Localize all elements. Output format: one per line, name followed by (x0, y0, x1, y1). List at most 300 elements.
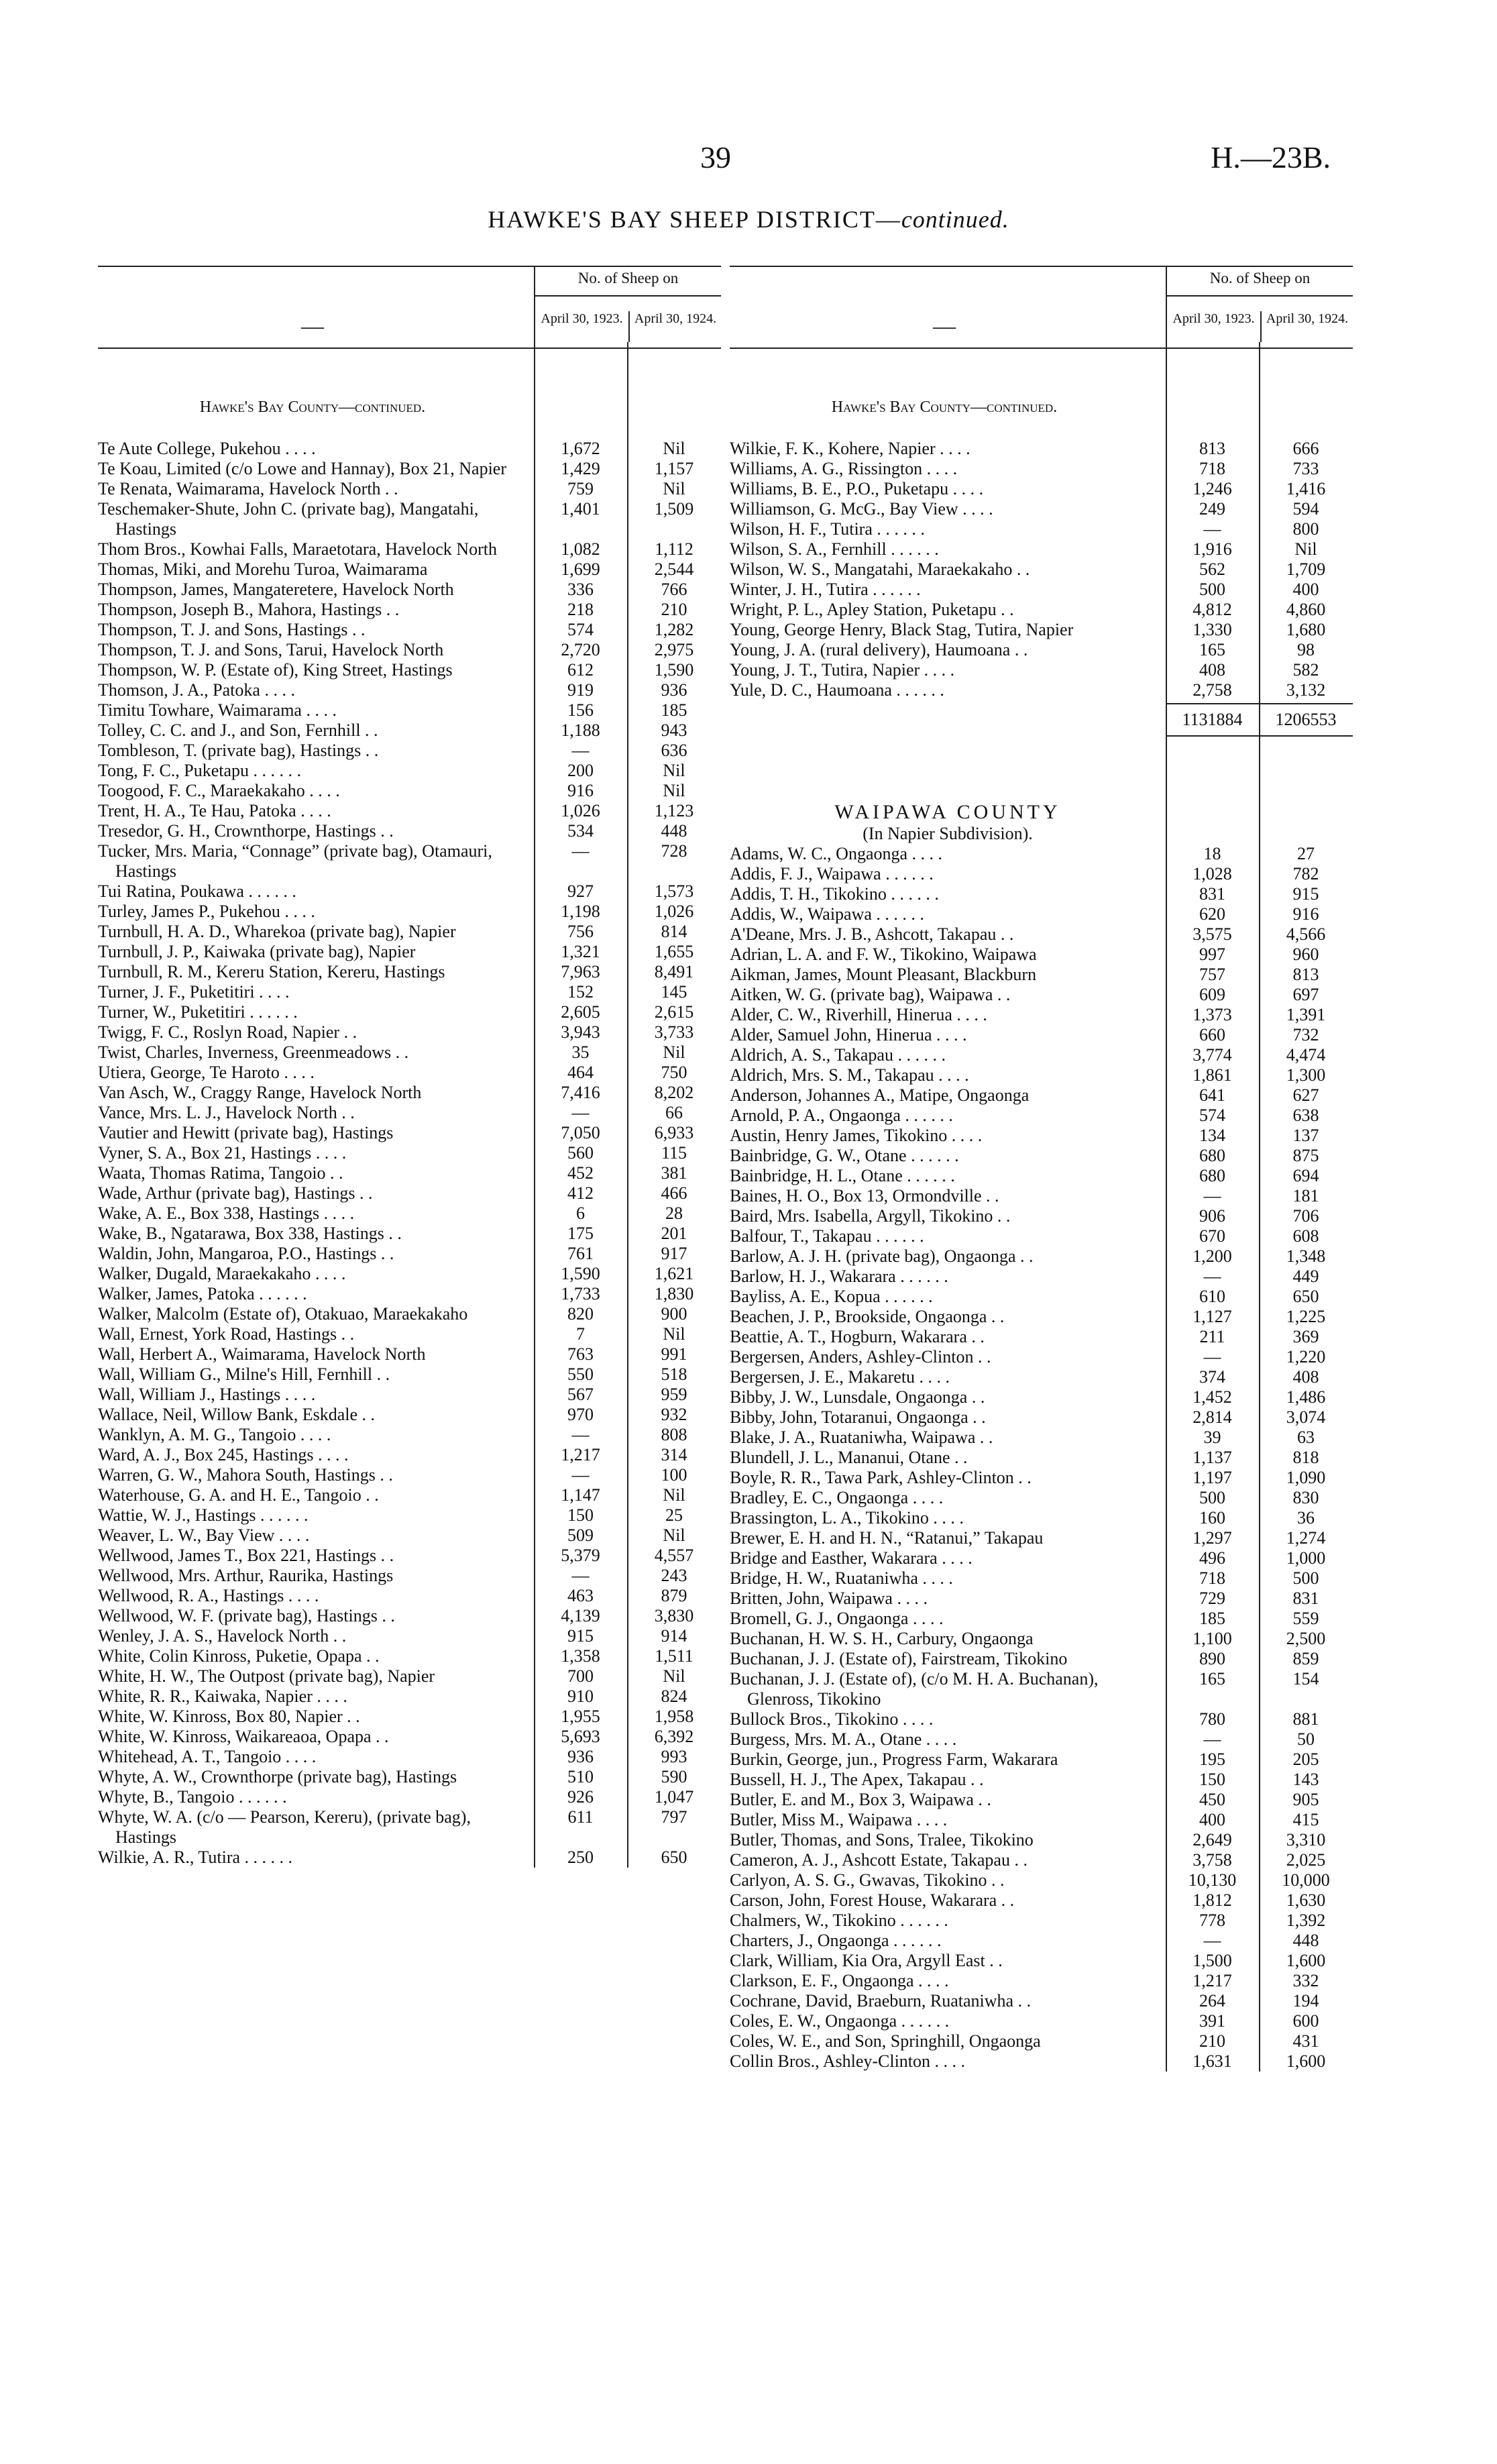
entry-name: Vance, Mrs. L. J., Havelock North . . (98, 1103, 355, 1122)
sheep-1923: 7 (576, 1324, 585, 1344)
sheep-1924: 449 (1292, 1267, 1319, 1286)
sheep-1923: 500 (1199, 1488, 1225, 1507)
entry-name: White, W. Kinross, Waikareaoa, Opapa . . (98, 1727, 389, 1746)
sheep-1923: 1,452 (1193, 1387, 1232, 1407)
entry-name: Turley, James P., Pukehou . . . . (98, 902, 315, 921)
table-row (98, 1707, 721, 1727)
sheep-1924: 917 (661, 1244, 687, 1263)
table-row (98, 499, 721, 539)
sheep-1924: 993 (661, 1747, 687, 1766)
entry-name: Butler, E. and M., Box 3, Waipawa . . (730, 1790, 991, 1809)
sheep-1923: 1,137 (1193, 1448, 1232, 1467)
entry-name: Whitehead, A. T., Tangoio . . . . (98, 1747, 317, 1766)
table-row (730, 1287, 1353, 1307)
sheep-1924: 1,655 (654, 942, 694, 961)
sheep-1923: 496 (1199, 1548, 1225, 1568)
entry-name: White, R. R., Kaiwaka, Napier . . . . (98, 1686, 347, 1706)
entry-name: Bussell, H. J., The Apex, Takapau . . (730, 1770, 984, 1789)
sheep-1924: 991 (661, 1344, 687, 1364)
table-row (98, 1787, 721, 1807)
table-row (730, 660, 1353, 680)
sheep-1924: 1,830 (654, 1284, 694, 1303)
table-row (730, 884, 1353, 904)
table-row (98, 1324, 721, 1344)
entry-name: Twigg, F. C., Roslyn Road, Napier . . (98, 1022, 357, 1042)
sheep-1924: 814 (661, 922, 687, 941)
sheep-1924: 6,933 (654, 1123, 694, 1142)
sheep-1924: 1,391 (1286, 1005, 1326, 1024)
table-row (730, 1065, 1353, 1085)
sheep-1923: 574 (567, 620, 594, 639)
row-list (98, 439, 721, 1868)
entry-name: Turnbull, R. M., Kereru Station, Kereru, Hastings (98, 962, 445, 981)
sheep-1923: 778 (1199, 1911, 1225, 1930)
sheep-1924: 10,000 (1282, 1870, 1330, 1890)
sheep-1923: 780 (1199, 1709, 1225, 1729)
entry-name: Wilson, S. A., Fernhill . . . . . . (730, 539, 939, 559)
sheep-1923: 2,605 (561, 1002, 600, 1022)
sheep-1924: 466 (661, 1183, 687, 1203)
sheep-1924: 1,511 (655, 1646, 694, 1666)
table-row (98, 1485, 721, 1505)
table-row (730, 1971, 1353, 1991)
entry-name: Coles, W. E., and Son, Springhill, Ongaonga (730, 2031, 1041, 2051)
table-row (98, 1284, 721, 1304)
entry-name: White, H. W., The Outpost (private bag), Napier (98, 1666, 435, 1686)
sheep-1923: 1,590 (561, 1264, 600, 1283)
entry-name: Buchanan, J. J. (Estate of), Fairstream, Tikokino (730, 1649, 1068, 1668)
sheep-1924: 1,123 (654, 801, 694, 820)
table-row (98, 922, 721, 942)
sheep-1924: 881 (1292, 1709, 1319, 1729)
entry-name: Bullock Bros., Tikokino . . . . (730, 1709, 934, 1729)
sheep-1924: 201 (661, 1224, 687, 1243)
table-row (98, 761, 721, 781)
sheep-1924: 25 (665, 1505, 683, 1525)
sheep-1924: 1,416 (1286, 479, 1326, 498)
entry-name: Trent, H. A., Te Hau, Patoka . . . . (98, 801, 331, 820)
sheep-1923: 152 (567, 982, 594, 1002)
entry-name: White, W. Kinross, Box 80, Napier . . (98, 1707, 360, 1726)
table-row (730, 1669, 1353, 1709)
sheep-1924: 194 (1292, 1991, 1319, 2011)
entry-name: Brewer, E. H. and H. N., “Ratanui,” Takapau (730, 1528, 1044, 1548)
table-row (98, 700, 721, 720)
table-row (730, 1206, 1353, 1226)
entry-name: Baines, H. O., Box 13, Ormondville . . (730, 1186, 999, 1206)
sheep-1924: 27 (1297, 844, 1315, 863)
sheep-1923: 641 (1199, 1085, 1225, 1105)
entry-name: Carlyon, A. S. G., Gwavas, Tikokino . . (730, 1870, 1005, 1890)
sheep-1924: 766 (661, 580, 687, 599)
sheep-1923: 567 (567, 1385, 594, 1404)
entry-name: Turnbull, J. P., Kaiwaka (private bag), Napier (98, 942, 416, 961)
sheep-1923: 1,812 (1193, 1890, 1232, 1910)
entry-name: Bibby, John, Totaranui, Ongaonga . . (730, 1407, 986, 1427)
table-row (730, 2051, 1353, 2072)
sheep-1923: 35 (571, 1042, 590, 1062)
sheep-1924: 36 (1297, 1508, 1315, 1528)
sheep-1924: 1,112 (655, 539, 694, 559)
table-row (730, 459, 1353, 479)
table-row (730, 1428, 1353, 1448)
sheep-1923: 211 (1199, 1327, 1225, 1346)
table-row (730, 1025, 1353, 1045)
entry-name: Tolley, C. C. and J., and Son, Fernhill . . (98, 720, 378, 740)
sheep-1923: 160 (1199, 1508, 1225, 1528)
sheep-1923: 134 (1199, 1126, 1225, 1145)
table-row (98, 1505, 721, 1525)
entry-name: Utiera, George, Te Haroto . . . . (98, 1063, 315, 1082)
table-row (730, 1548, 1353, 1568)
entry-name: Cochrane, David, Braeburn, Ruataniwha . . (730, 1991, 1032, 2011)
table-row (730, 1991, 1353, 2011)
sheep-1923: — (571, 1465, 590, 1485)
sheep-1924: 4,474 (1286, 1045, 1326, 1065)
table-row (730, 1770, 1353, 1790)
entry-name: Thomas, Miki, and Morehu Turoa, Waimarama (98, 559, 428, 579)
sheep-1923: 1,246 (1193, 479, 1232, 498)
entry-name: Williamson, G. McG., Bay View . . . . (730, 499, 993, 519)
table-row (98, 1767, 721, 1787)
sheep-1924: 63 (1297, 1428, 1315, 1447)
sheep-1923: 7,050 (561, 1123, 600, 1142)
sheep-1923: 1,699 (561, 559, 600, 579)
sheep-1923: 763 (567, 1344, 594, 1364)
table-row (98, 741, 721, 761)
table-row (730, 519, 1353, 539)
entry-name: Austin, Henry James, Tikokino . . . . (730, 1126, 983, 1145)
sheep-1923: 534 (567, 821, 594, 841)
sheep-1924: 2,975 (654, 640, 694, 659)
table-row (730, 1709, 1353, 1729)
sheep-1924: 650 (661, 1847, 687, 1867)
entry-name: Walker, James, Patoka . . . . . . (98, 1284, 307, 1303)
entry-name: Waldin, John, Mangaroa, P.O., Hastings . . (98, 1244, 394, 1263)
sheep-1923: 1,358 (561, 1646, 600, 1666)
sheep-1924: 137 (1292, 1126, 1319, 1145)
entry-name: Buchanan, J. J. (Estate of), (c/o M. H. A. Buchanan), Glenross, Tikokino (730, 1669, 1099, 1709)
entry-name: Beachen, J. P., Brookside, Ongaonga . . (730, 1307, 1005, 1326)
table-row (730, 945, 1353, 965)
table-row (730, 1005, 1353, 1025)
table-row (98, 1244, 721, 1264)
entry-name: Turner, J. F., Puketitiri . . . . (98, 982, 290, 1002)
entry-name: Thompson, T. J. and Sons, Hastings . . (98, 620, 366, 639)
sheep-1923: — (1203, 1729, 1221, 1749)
table-row (730, 1468, 1353, 1488)
sheep-1924: Nil (1294, 539, 1317, 559)
table-row (730, 1246, 1353, 1267)
sheep-1923: 1,198 (561, 902, 600, 921)
sheep-1924: 627 (1292, 1085, 1319, 1105)
sheep-1923: 611 (567, 1807, 594, 1827)
sheep-1923: 1,916 (1193, 539, 1232, 559)
entry-name: Buchanan, H. W. S. H., Carbury, Ongaonga (730, 1629, 1034, 1648)
entry-name: Wenley, J. A. S., Havelock North . . (98, 1626, 347, 1646)
sheep-1924: 636 (661, 741, 687, 760)
sheep-1924: 500 (1292, 1568, 1319, 1588)
table-row (98, 600, 721, 620)
sheep-1924: 638 (1292, 1106, 1319, 1125)
entry-name: Bradley, E. C., Ongaonga . . . . (730, 1488, 944, 1507)
sheep-1924: 859 (1292, 1649, 1319, 1668)
entry-name: Waterhouse, G. A. and H. E., Tangoio . . (98, 1485, 379, 1505)
table-row (730, 1911, 1353, 1931)
table-row (98, 841, 721, 881)
sheep-1924: Nil (663, 1485, 685, 1505)
sheep-1924: 932 (661, 1405, 687, 1424)
table-row (98, 1465, 721, 1485)
sheep-1923: 1,200 (1193, 1246, 1232, 1266)
sheep-1923: 156 (567, 700, 594, 720)
sheep-1924: 3,132 (1286, 680, 1326, 700)
entry-name: Wall, William G., Milne's Hill, Fernhill . . (98, 1364, 390, 1384)
sheep-1923: 2,814 (1193, 1407, 1232, 1427)
sheep-1924: 369 (1292, 1327, 1319, 1346)
table-row (730, 844, 1353, 864)
sheep-1923: 1,217 (561, 1445, 600, 1464)
sheep-1924: 831 (1292, 1589, 1319, 1608)
sheep-1923: 718 (1199, 459, 1225, 478)
sheep-1924: 431 (1292, 2031, 1319, 2051)
sheep-1924: 4,566 (1286, 924, 1326, 944)
sheep-1923: — (571, 841, 590, 861)
sheep-1924: 915 (1292, 884, 1319, 904)
table-row (730, 1589, 1353, 1609)
sheep-1924: 694 (1292, 1166, 1319, 1185)
sheep-1924: 2,500 (1286, 1629, 1326, 1648)
entry-name: Toogood, F. C., Maraekakaho . . . . (98, 781, 340, 800)
table-row (98, 982, 721, 1002)
table-row (98, 1586, 721, 1606)
sheep-1923: 761 (567, 1244, 594, 1263)
sheep-1924: 800 (1292, 519, 1319, 539)
sheep-1924: 1,573 (654, 881, 694, 901)
entry-name: Bridge, H. W., Ruataniwha . . . . (730, 1568, 953, 1588)
sheep-1924: 582 (1292, 660, 1319, 680)
sheep-count-group-header (1166, 267, 1353, 342)
sheep-1923: 927 (567, 881, 594, 901)
table-row (730, 965, 1353, 985)
sheep-1924: 650 (1292, 1287, 1319, 1306)
sheep-1924: 205 (1292, 1750, 1319, 1769)
table-row (730, 2031, 1353, 2051)
sheep-1924: 2,544 (654, 559, 694, 579)
sheep-1923: 175 (567, 1224, 594, 1243)
document-reference: H.—23B. (1211, 140, 1331, 174)
entry-name: Tui Ratina, Poukawa . . . . . . (98, 881, 296, 901)
sheep-1924: 1,348 (1286, 1246, 1326, 1266)
table-row (98, 620, 721, 640)
page-number: 39 (700, 140, 731, 174)
entry-name: Aikman, James, Mount Pleasant, Blackburn (730, 965, 1037, 984)
table-row (730, 1347, 1353, 1367)
entry-name: Teschemaker-Shute, John C. (private bag), Mangatahi, Hastings (98, 499, 479, 539)
table-row (98, 479, 721, 499)
sheep-1924: 143 (1292, 1770, 1319, 1789)
sheep-1923: 165 (1199, 1669, 1225, 1689)
sheep-1923: 464 (567, 1063, 594, 1082)
sheep-1924: 905 (1292, 1790, 1319, 1809)
table-row (98, 1847, 721, 1868)
sheep-1923: 560 (567, 1143, 594, 1163)
entry-name: Wake, B., Ngatarawa, Box 338, Hastings . . (98, 1224, 402, 1243)
entry-name: Twist, Charles, Inverness, Greenmeadows . . (98, 1042, 409, 1062)
sheep-1923: 1,373 (1193, 1005, 1232, 1024)
entry-name: Collin Bros., Ashley-Clinton . . . . (730, 2051, 966, 2071)
entry-name: Clarkson, E. F., Ongaonga . . . . (730, 1971, 949, 1990)
sheep-1924: Nil (663, 439, 685, 458)
table-row (98, 1364, 721, 1385)
sheep-1923: 1,401 (561, 499, 600, 519)
entry-name: Wilson, W. S., Mangatahi, Maraekakaho . . (730, 559, 1030, 579)
sheep-1923: 412 (567, 1183, 594, 1203)
entry-name: Burkin, George, jun., Progress Farm, Wakarara (730, 1750, 1058, 1769)
table-row (730, 924, 1353, 945)
sheep-1923: 463 (567, 1586, 594, 1605)
sheep-1923: 165 (1199, 640, 1225, 659)
table-row (98, 1525, 721, 1546)
sheep-1923: 1,330 (1193, 620, 1232, 639)
sheep-1923: — (571, 1566, 590, 1585)
entry-name: Van Asch, W., Craggy Range, Havelock North (98, 1083, 422, 1102)
entry-name: Thompson, T. J. and Sons, Tarui, Havelock North (98, 640, 444, 659)
table-row (98, 1304, 721, 1324)
entry-name: Weaver, L. W., Bay View . . . . (98, 1525, 310, 1545)
row-list (730, 439, 1353, 700)
table-row (98, 1425, 721, 1445)
sheep-1924: 706 (1292, 1206, 1319, 1226)
sheep-1923: — (571, 1425, 590, 1444)
sheep-1924: 732 (1292, 1025, 1319, 1044)
group-title: No. of Sheep on (1167, 270, 1353, 297)
sheep-1924: 1,630 (1286, 1890, 1326, 1910)
table-row (98, 1022, 721, 1042)
sheep-1923: 3,943 (561, 1022, 600, 1042)
sheep-1924: 666 (1292, 439, 1319, 458)
sheep-1924: 830 (1292, 1488, 1319, 1507)
sheep-1923: 620 (1199, 904, 1225, 924)
sheep-1924: 697 (1292, 985, 1319, 1004)
entry-name: Turnbull, H. A. D., Wharekoa (private bag), Napier (98, 922, 456, 941)
entry-name: Whyte, A. W., Crownthorpe (private bag), Hastings (98, 1767, 457, 1786)
sheep-1923: 374 (1199, 1367, 1225, 1387)
entry-name: Butler, Thomas, and Sons, Tralee, Tikokino (730, 1830, 1034, 1850)
sheep-1923: 1,297 (1193, 1528, 1232, 1548)
table-body (730, 394, 1353, 2072)
page-title (0, 205, 1497, 233)
entry-name: Warren, G. W., Mahora South, Hastings . . (98, 1465, 393, 1485)
sheep-1923: 195 (1199, 1750, 1225, 1769)
table-row (730, 1810, 1353, 1830)
entry-name: Bibby, J. W., Lunsdale, Ongaonga . . (730, 1387, 985, 1407)
table-row (98, 1143, 721, 1163)
table-row (98, 1546, 721, 1566)
entry-name: Te Koau, Limited (c/o Lowe and Hannay), Box 21, Napier (98, 459, 506, 478)
sheep-1923: — (571, 741, 590, 760)
table-row (730, 1407, 1353, 1428)
title-main: HAWKE'S BAY SHEEP DISTRICT— (488, 206, 901, 233)
sheep-1924: 936 (661, 680, 687, 700)
sheep-1924: 154 (1292, 1669, 1319, 1689)
sheep-1924: 100 (661, 1465, 687, 1485)
table-body (98, 394, 721, 1868)
sheep-1923: 609 (1199, 985, 1225, 1004)
sheep-1923: 3,774 (1193, 1045, 1232, 1065)
sheep-1923: 680 (1199, 1146, 1225, 1165)
sheep-1924: 1,392 (1286, 1911, 1326, 1930)
table-row (98, 459, 721, 479)
sheep-1923: 249 (1199, 499, 1225, 519)
table-row (98, 1445, 721, 1465)
table-row (730, 985, 1353, 1005)
sheep-1923: 5,693 (561, 1727, 600, 1746)
table-row (730, 1448, 1353, 1468)
sheep-1924: 797 (661, 1807, 687, 1827)
table-row (730, 680, 1353, 700)
sheep-1924: 8,491 (654, 962, 694, 981)
sheep-1923: 610 (1199, 1287, 1225, 1306)
sheep-1923: 890 (1199, 1649, 1225, 1668)
table-row (730, 1649, 1353, 1669)
sheep-1924: 145 (661, 982, 687, 1002)
sheep-1924: 960 (1292, 945, 1319, 964)
table-row (730, 1629, 1353, 1649)
entry-name: Thom Bros., Kowhai Falls, Maraetotara, Havelock North (98, 539, 497, 559)
title-continued: continued. (901, 206, 1009, 233)
section-heading-text: Hawke's Bay County—continued. (199, 398, 426, 416)
sheep-1923: 150 (567, 1505, 594, 1525)
entry-name: Barlow, A. J. H. (private bag), Ongaonga . . (730, 1246, 1034, 1266)
sheep-1924: Nil (663, 1324, 685, 1344)
table-row (98, 902, 721, 922)
table-row (98, 720, 721, 741)
table-row (730, 1126, 1353, 1146)
sheep-1923: 831 (1199, 884, 1225, 904)
table-row (730, 499, 1353, 519)
sheep-1924: 314 (661, 1445, 687, 1464)
entry-name: Burgess, Mrs. M. A., Otane . . . . (730, 1729, 957, 1749)
entry-name: Winter, J. H., Tutira . . . . . . (730, 580, 921, 599)
entry-name: Addis, F. J., Waipawa . . . . . . (730, 864, 934, 883)
sheep-1924: 900 (661, 1304, 687, 1324)
sheep-1923: 759 (567, 479, 594, 498)
entry-name: Adrian, L. A. and F. W., Tikokino, Waipawa (730, 945, 1037, 964)
table-row (98, 1042, 721, 1063)
sheep-1923: — (1203, 519, 1221, 539)
entry-name: Wellwood, R. A., Hastings . . . . (98, 1586, 319, 1605)
sheep-1924: 590 (661, 1767, 687, 1786)
entry-name: Bergersen, J. E., Makaretu . . . . (730, 1367, 950, 1387)
year-1923-header: April 30, 1923. (541, 311, 623, 326)
sheep-1923: 906 (1199, 1206, 1225, 1226)
sheep-1924: 1,047 (654, 1787, 694, 1807)
sheep-1923: 1,733 (561, 1284, 600, 1303)
table-row (730, 1951, 1353, 1971)
sheep-1923: 4,139 (561, 1606, 600, 1625)
table-row (98, 1666, 721, 1686)
table-row (730, 1488, 1353, 1508)
sheep-1923: — (1203, 1931, 1221, 1950)
sheep-1924: 98 (1297, 640, 1315, 659)
table-row (98, 539, 721, 559)
sheep-1924: Nil (663, 1666, 685, 1686)
sheep-1923: 3,758 (1193, 1850, 1232, 1870)
sheep-1924: Nil (663, 761, 685, 780)
sheep-1923: 562 (1199, 559, 1225, 579)
sheep-1923: 919 (567, 680, 594, 700)
